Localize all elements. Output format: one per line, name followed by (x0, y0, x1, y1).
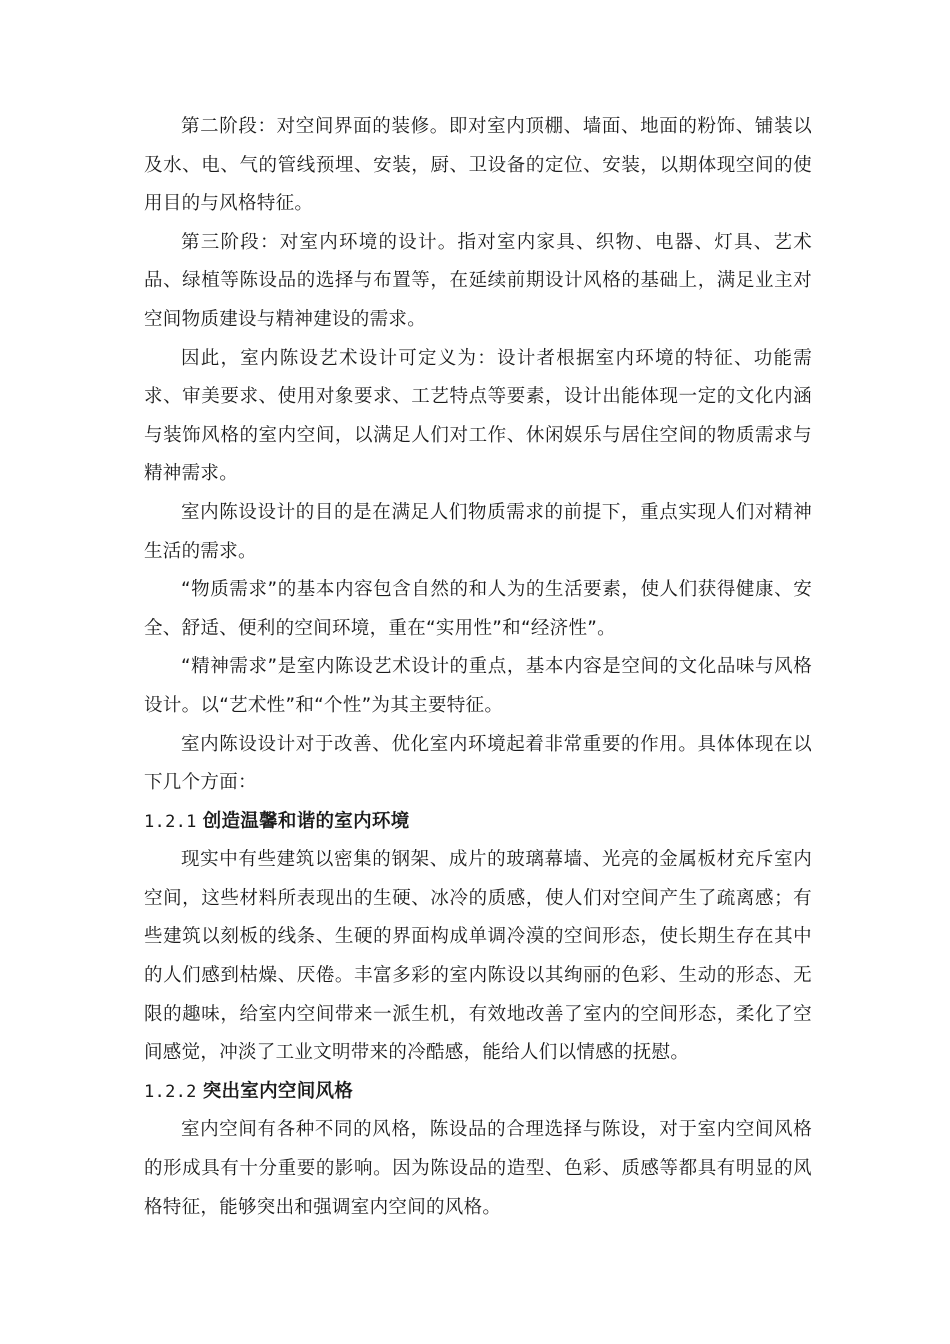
section-heading-1-2-1 (144, 803, 812, 842)
paragraph-section-1-2-2: 室内空间有各种不同的风格，陈设品的合理选择与陈设，对于室内空间风格的形成具有十分重要的影响。因为陈设品的造型、色彩、质感等都具有明显的风格特征，能够突出和强调室内空间的风格。 (144, 1119, 812, 1218)
paragraph-section-1-2-1: 现实中有些建筑以密集的钢架、成片的玻璃幕墙、光亮的金属板材充斥室内空间，这些材料所表现出的生硬、冰冷的质感，使人们对空间产生了疏离感；有些建筑以刻板的线条、生硬的界面构成单调冷漠的空间形态，使长期生存在其中的人们感到枯燥、厌倦。丰富多彩的室内陈设以其绚丽的色彩、生动的形态、无限的趣味，给室内空间带来一派生机，有效地改善了室内的空间形态，柔化了空间感觉，冲淡了工业文明带来的冷酷感，能给人们以情感的抚慰。 (144, 849, 812, 1064)
paragraph-material-needs: “物质需求”的基本内容包含自然的和人为的生活要素，使人们获得健康、安全、舒适、便利的空间环境，重在“实用性”和“经济性”。 (144, 579, 812, 639)
document-page (144, 108, 812, 1227)
section-title: 创造温馨和谐的室内环境 (202, 810, 410, 832)
paragraph-stage-three: 第三阶段：对室内环境的设计。指对室内家具、织物、电器、灯具、艺术品、绿植等陈设品的选择与布置等，在延续前期设计风格的基础上，满足业主对空间物质建设与精神建设的需求。 (144, 231, 812, 330)
paragraph-purpose: 室内陈设设计的目的是在满足人们物质需求的前提下，重点实现人们对精神生活的需求。 (144, 501, 812, 562)
paragraph-definition: 因此，室内陈设艺术设计可定义为：设计者根据室内环境的特征、功能需求、审美要求、使用对象要求、工艺特点等要素，设计出能体现一定的文化内涵与装饰风格的室内空间，以满足人们对工作、休闲娱乐与居住空间的物质需求与精神需求。 (144, 347, 812, 485)
paragraph-role-intro: 室内陈设设计对于改善、优化室内环境起着非常重要的作用。具体体现在以下几个方面： (144, 733, 812, 794)
paragraph-stage-two: 第二阶段：对空间界面的装修。即对室内顶棚、墙面、地面的粉饰、铺装以及水、电、气的管线预埋、安装，厨、卫设备的定位、安装，以期体现空间的使用目的与风格特征。 (144, 116, 812, 215)
section-title: 突出室内空间风格 (202, 1080, 354, 1102)
section-number: 1.2.2 (144, 1081, 197, 1102)
section-heading-1-2-2 (144, 1073, 812, 1112)
section-number: 1.2.1 (144, 811, 197, 832)
paragraph-spiritual-needs: “精神需求”是室内陈设艺术设计的重点，基本内容是空间的文化品味与风格设计。以“艺术性”和“个性”为其主要特征。 (144, 656, 812, 716)
